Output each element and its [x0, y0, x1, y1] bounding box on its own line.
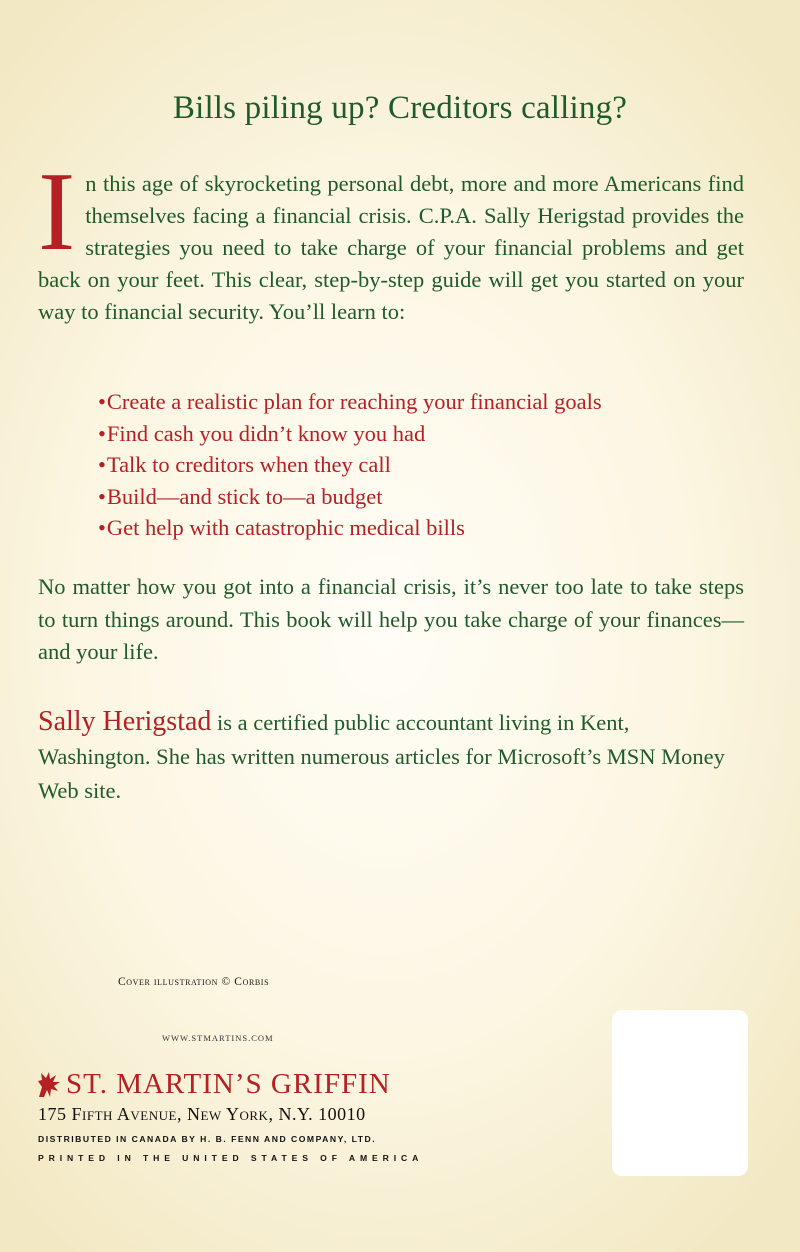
cover-credit: Cover illustration © Corbis [118, 976, 270, 988]
bullet-item: • Find cash you didn’t know you had [98, 418, 738, 450]
publisher-imprint [36, 1068, 456, 1101]
distribution-note: DISTRIBUTED IN CANADA BY H. B. FENN AND COMPANY, LTD. [38, 1134, 377, 1144]
drop-cap: I [38, 150, 76, 274]
bullet-item: • Talk to creditors when they call [98, 449, 738, 481]
intro-text: n this age of skyrocketing personal debt, more and more Americans find themselves facing a financial crisis. C.P.A. Sally Herigstad provides the strategies you need to take charge of your financial problems and get back on your feet. This clear, step-by-step guide will get you started on your way to financial security. You’ll learn to: [38, 171, 744, 324]
bullet-item: • Create a realistic plan for reaching your financial goals [98, 386, 738, 418]
closing-paragraph: No matter how you got into a financial crisis, it’s never too late to take steps to turn things around. This book will help you take charge of your finances—and your life. [38, 574, 744, 664]
bullet-item: • Get help with catastrophic medical bills [98, 512, 738, 544]
publisher-address: 175 Fifth Avenue, New York, N.Y. 10010 [38, 1104, 366, 1124]
publisher-name: ST. MARTIN’S GRIFFIN [66, 1068, 391, 1100]
griffin-icon [36, 1069, 62, 1099]
intro-paragraph [38, 150, 744, 328]
learning-bullet-list [98, 386, 738, 544]
publisher-website: WWW.STMARTINS.COM [162, 1033, 274, 1043]
author-bio [38, 705, 744, 808]
headline: Bills piling up? Creditors calling? [172, 90, 628, 126]
barcode-area [612, 1010, 748, 1176]
author-bio-text: is a certified public accountant living in Kent, Washington. She has written numerous articles for Microsoft’s MSN Money Web site. [38, 710, 725, 803]
printed-in-note: PRINTED IN THE UNITED STATES OF AMERICA [38, 1153, 424, 1163]
bullet-item: • Build—and stick to—a budget [98, 481, 738, 513]
author-name: Sally Herigstad [38, 706, 212, 737]
